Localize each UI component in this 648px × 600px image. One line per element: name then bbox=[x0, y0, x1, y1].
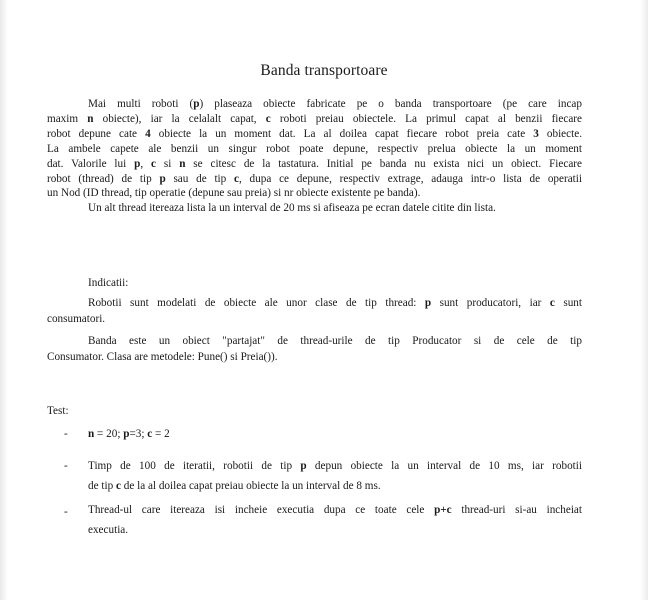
indicatii-line: Robotii sunt modelati de obiecte ale unor clase de tip thread: p sunt producatori, iar c sunt bbox=[88, 297, 582, 309]
test-params-line: n = 20; p=3; c = 2 bbox=[88, 428, 170, 440]
bullet-dash: - bbox=[64, 506, 68, 518]
test-bullet-termination bbox=[88, 500, 582, 540]
intro-line: Mai multi roboti (p) plaseaza obiecte fabricate pe o banda transportoare (pe care incap bbox=[88, 98, 582, 110]
intro-line: maxim n obiecte), iar la celalalt capat, c roboti preiau obiectele. La primul capat al benzii fiecare bbox=[47, 112, 582, 125]
intro-second-line: Un alt thread itereaza lista la un interval de 20 ms si afiseaza pe ecran datele citite din lista. bbox=[88, 202, 496, 215]
intro-paragraph bbox=[47, 97, 582, 216]
bullet-dash: - bbox=[64, 460, 68, 472]
intro-line: dat. Valorile lui p, c si n se citesc de la tastatura. Initial pe banda nu exista nici un obiect. Fiecare bbox=[47, 157, 582, 170]
bullet-line: Timp de 100 de iteratii, robotii de tip p depun obiecte la un interval de 10 ms, iar robotii bbox=[88, 460, 582, 472]
indicatii-line: consumatori. bbox=[47, 313, 106, 325]
indicatii-paragraph-2 bbox=[47, 333, 582, 365]
test-params bbox=[88, 424, 582, 444]
bullet-line: Thread-ul care itereaza isi incheie executia dupa ce toate cele p+c thread-uri si-au incheiat bbox=[88, 504, 583, 516]
intro-line: un Nod (ID thread, tip operatie (depune sau preia) si nr obiecte existente pe banda). bbox=[47, 187, 421, 200]
intro-line: robot (thread) de tip p sau de tip c, dupa ce depune, respectiv extrage, adauga intr-o lista de operatii bbox=[47, 172, 582, 185]
bullet-line: de tip c de la al doilea capat preiau obiecte la un interval de 8 ms. bbox=[88, 480, 381, 492]
test-bullet-iterations bbox=[88, 456, 582, 496]
indicatii-line: Consumator. Clasa are metodele: Pune() si Preia()). bbox=[47, 351, 278, 363]
intro-line: La ambele capete ale benzii un singur robot poate depune, respectiv preluа obiecte la un moment bbox=[47, 142, 582, 155]
indicatii-line: Banda este un obiect "partajat" de thread-urile de tip Producator si de cele de tip bbox=[88, 335, 582, 347]
indicatii-paragraph-1 bbox=[47, 295, 582, 327]
bullet-dash: - bbox=[64, 428, 68, 440]
document-title: Banda transportoare bbox=[260, 62, 388, 79]
bullet-line: executia. bbox=[88, 524, 129, 536]
indicatii-label: Indicatii: bbox=[88, 277, 129, 289]
test-label: Test: bbox=[47, 405, 69, 417]
intro-line: robot depune cate 4 obiecte la un moment dat. La al doilea capat fiecare robot preia cate 3 obiecte. bbox=[47, 127, 582, 140]
